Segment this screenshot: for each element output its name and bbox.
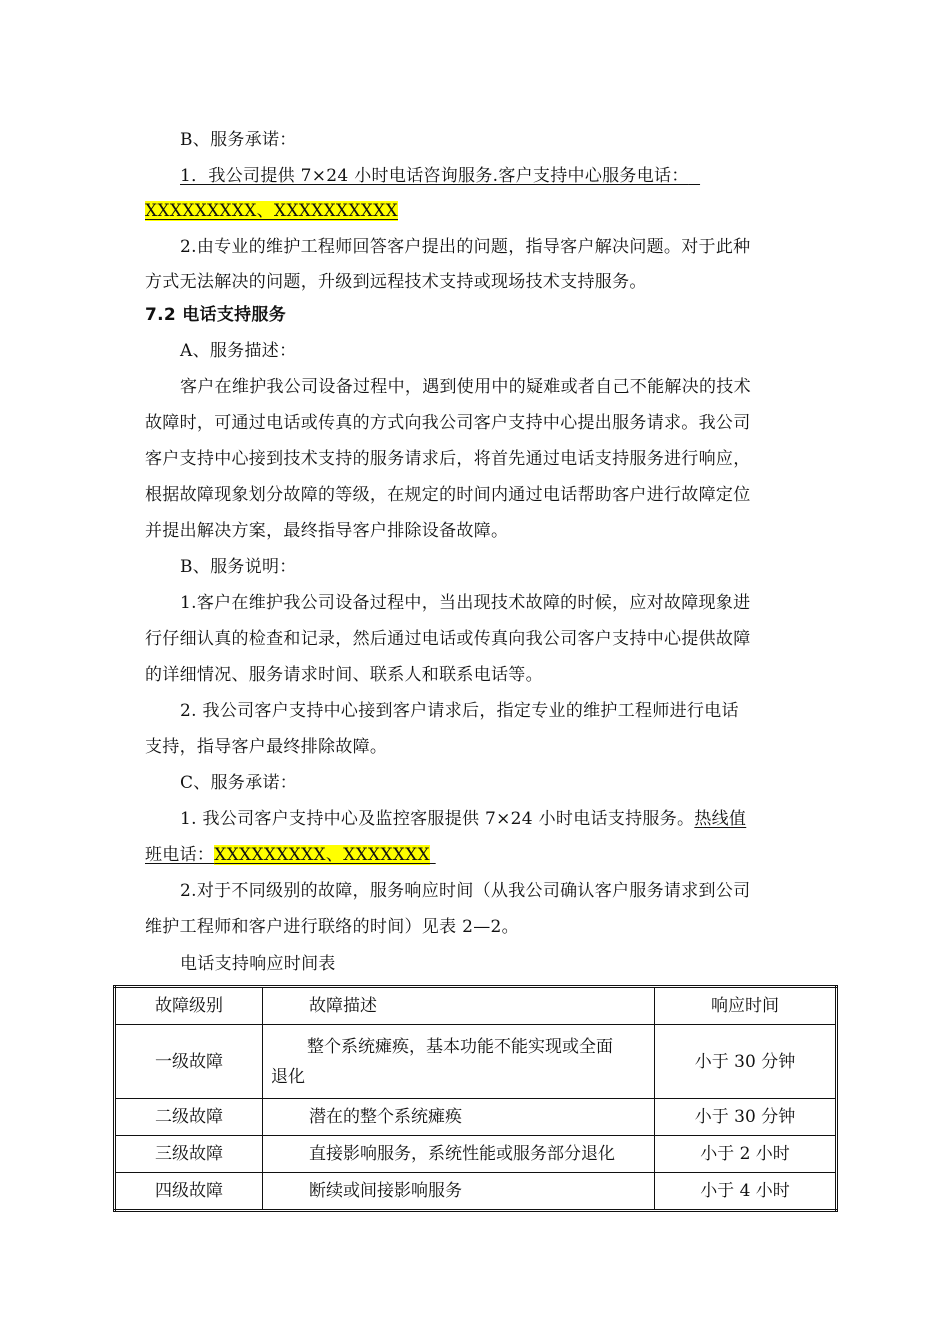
response-time-table — [113, 985, 838, 1212]
table-row — [115, 1099, 837, 1136]
row-desc: 潜在的整个系统瘫痪 — [263, 1099, 655, 1136]
service-desc-line: 故障时，可通过电话或传真的方式向我公司客户支持中心提出服务请求。我公司 — [145, 413, 751, 433]
service-desc-heading: A、服务描述： — [180, 341, 297, 361]
service-notes-heading: B、服务说明： — [180, 557, 297, 577]
service-desc-line: 并提出解决方案，最终指导客户排除设备故障。 — [145, 521, 509, 541]
service-notes-line: 1.客户在维护我公司设备过程中，当出现技术故障的时候，应对故障现象进 — [180, 593, 751, 613]
commit-item1-text: 1．我公司提供 7×24 小时电话咨询服务.客户支持中心服务电话： — [180, 166, 689, 186]
table-caption: 电话支持响应时间表 — [180, 954, 336, 974]
service-notes-line: 的详细情况、服务请求时间、联系人和联系电话等。 — [145, 665, 543, 685]
row-time: 小于 4 小时 — [655, 1173, 837, 1211]
header-time: 响应时间 — [655, 987, 837, 1025]
table-row — [115, 1136, 837, 1173]
commit-item2-line2: 方式无法解决的问题，升级到远程技术支持或现场技术支持服务。 — [145, 272, 647, 292]
commit-heading: B、服务承诺： — [180, 130, 297, 150]
service-desc-line: 客户在维护我公司设备过程中，遇到使用中的疑难或者自己不能解决的技术 — [180, 377, 751, 397]
section-7-2-title: 7.2 电话支持服务 — [145, 305, 287, 325]
service-commit-heading: C、服务承诺： — [180, 773, 298, 793]
row-time: 小于 30 分钟 — [655, 1025, 837, 1099]
hotline-label: 热线值 — [694, 809, 747, 829]
row-level: 四级故障 — [115, 1173, 263, 1211]
row-desc: 整个系统瘫痪，基本功能不能实现或全面 退化 — [263, 1025, 655, 1099]
service-commit-item2-line2: 维护工程师和客户进行联络的时间）见表 2—2。 — [145, 917, 519, 937]
row-level: 三级故障 — [115, 1136, 263, 1173]
service-notes-line: 支持，指导客户最终排除故障。 — [145, 737, 388, 757]
row-time: 小于 30 分钟 — [655, 1099, 837, 1136]
header-desc: 故障描述 — [263, 987, 655, 1025]
commit-item1-phones: XXXXXXXXX、XXXXXXXXXX — [145, 201, 398, 221]
row-time: 小于 2 小时 — [655, 1136, 837, 1173]
service-commit-item2-line1: 2.对于不同级别的故障，服务响应时间（从我公司确认客户服务请求到公司 — [180, 881, 751, 901]
service-desc-line: 根据故障现象划分故障的等级，在规定的时间内通过电话帮助客户进行故障定位 — [145, 485, 751, 505]
table-row — [115, 1025, 837, 1099]
row-desc: 直接影响服务，系统性能或服务部分退化 — [263, 1136, 655, 1173]
header-level: 故障级别 — [115, 987, 263, 1025]
table-row — [115, 1173, 837, 1211]
service-notes-line: 2. 我公司客户支持中心接到客户请求后，指定专业的维护工程师进行电话 — [180, 701, 739, 721]
commit-item2-line1: 2.由专业的维护工程师回答客户提出的问题，指导客户解决问题。对于此种 — [180, 237, 751, 257]
row-desc: 断续或间接影响服务 — [263, 1173, 655, 1211]
row-level: 二级故障 — [115, 1099, 263, 1136]
table-header-row — [115, 987, 837, 1025]
commit-item1 — [180, 158, 848, 194]
service-commit-item1-phones: 班电话：XXXXXXXXX、XXXXXXX — [145, 845, 430, 865]
service-notes-line: 行仔细认真的检查和记录，然后通过电话或传真向我公司客户支持中心提供故障 — [145, 629, 751, 649]
row-level: 一级故障 — [115, 1025, 263, 1099]
service-desc-line: 客户支持中心接到技术支持的服务请求后，将首先通过电话支持服务进行响应， — [145, 449, 751, 469]
commit-item1-phones-line — [145, 193, 813, 229]
service-commit-item1: 1. 我公司客户支持中心及监控客服提供 7×24 小时电话支持服务。热线值 — [180, 809, 747, 829]
hotline-phones: XXXXXXXXX、XXXXXXX — [214, 845, 430, 865]
